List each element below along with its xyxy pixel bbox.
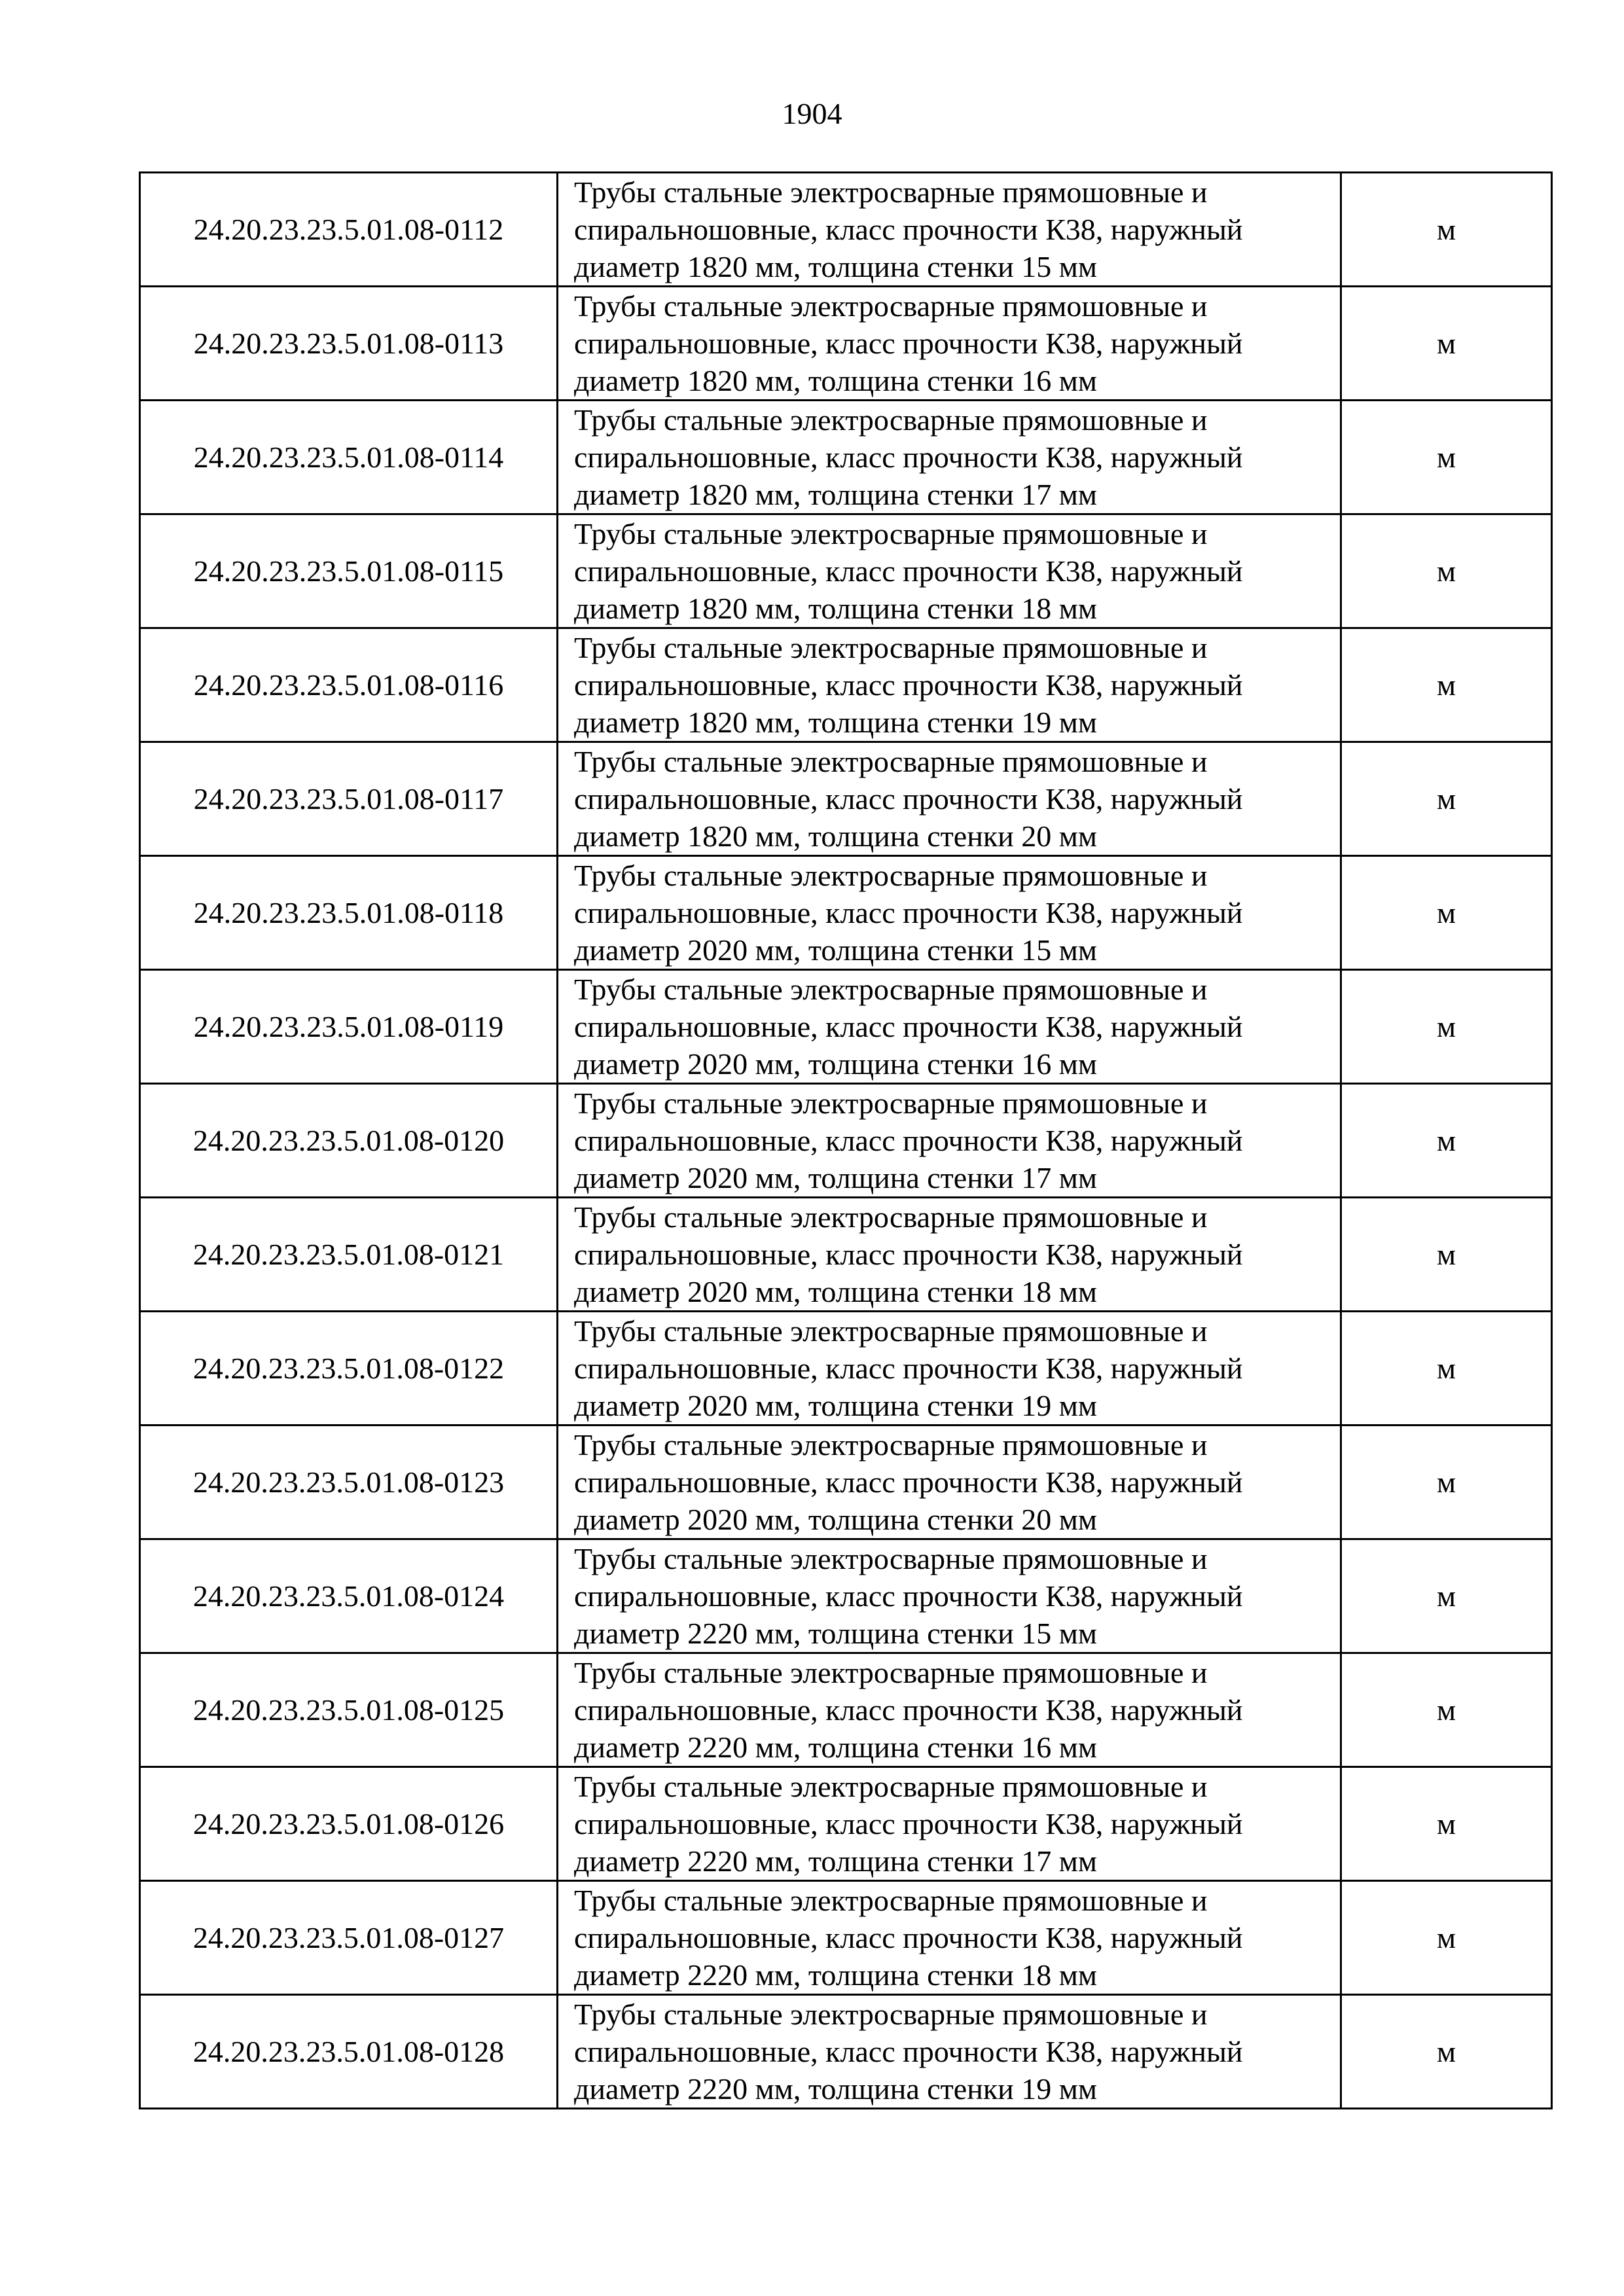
description-cell	[558, 1426, 1341, 1539]
unit-cell: м	[1341, 1539, 1552, 1653]
table-body	[140, 173, 1552, 2109]
code-cell: 24.20.23.23.5.01.08-0128	[140, 1995, 558, 2109]
description-line: диаметр 1820 мм, толщина стенки 20 мм	[574, 819, 1098, 853]
description-line: диаметр 1820 мм, толщина стенки 17 мм	[574, 478, 1098, 511]
table-row	[140, 1084, 1552, 1198]
description-line: спиральношовные, класс прочности К38, наружный	[574, 327, 1243, 360]
description-cell	[558, 1767, 1341, 1881]
description-line: Трубы стальные электросварные прямошовные и	[574, 1542, 1208, 1575]
code-cell: 24.20.23.23.5.01.08-0122	[140, 1312, 558, 1426]
description-line: Трубы стальные электросварные прямошовные и	[574, 1314, 1208, 1348]
description-line: спиральношовные, класс прочности К38, наружный	[574, 554, 1243, 588]
unit-cell: м	[1341, 401, 1552, 514]
description-line: диаметр 2220 мм, толщина стенки 19 мм	[574, 2072, 1098, 2106]
description-line: Трубы стальные электросварные прямошовные и	[574, 175, 1208, 209]
code-cell: 24.20.23.23.5.01.08-0121	[140, 1198, 558, 1312]
description-cell	[558, 514, 1341, 628]
code-cell: 24.20.23.23.5.01.08-0119	[140, 970, 558, 1084]
code-cell: 24.20.23.23.5.01.08-0115	[140, 514, 558, 628]
code-cell: 24.20.23.23.5.01.08-0112	[140, 173, 558, 287]
unit-cell: м	[1341, 970, 1552, 1084]
unit-cell: м	[1341, 287, 1552, 401]
code-cell: 24.20.23.23.5.01.08-0117	[140, 742, 558, 856]
description-line: спиральношовные, класс прочности К38, наружный	[574, 1807, 1243, 1840]
unit-cell: м	[1341, 628, 1552, 742]
description-line: спиральношовные, класс прочности К38, наружный	[574, 1352, 1243, 1385]
unit-cell: м	[1341, 1426, 1552, 1539]
unit-cell: м	[1341, 1312, 1552, 1426]
description-line: Трубы стальные электросварные прямошовные и	[574, 1086, 1208, 1120]
description-line: диаметр 2220 мм, толщина стенки 15 мм	[574, 1617, 1098, 1650]
description-line: спиральношовные, класс прочности К38, наружный	[574, 1010, 1243, 1043]
code-cell: 24.20.23.23.5.01.08-0125	[140, 1653, 558, 1767]
description-line: диаметр 2220 мм, толщина стенки 16 мм	[574, 1731, 1098, 1764]
description-line: спиральношовные, класс прочности К38, наружный	[574, 213, 1243, 246]
description-line: спиральношовные, класс прочности К38, наружный	[574, 782, 1243, 816]
description-line: Трубы стальные электросварные прямошовные и	[574, 859, 1208, 892]
description-cell	[558, 628, 1341, 742]
description-line: диаметр 1820 мм, толщина стенки 18 мм	[574, 592, 1098, 625]
description-cell	[558, 1312, 1341, 1426]
description-line: спиральношовные, класс прочности К38, наружный	[574, 1238, 1243, 1271]
description-cell	[558, 1653, 1341, 1767]
description-line: диаметр 1820 мм, толщина стенки 19 мм	[574, 706, 1098, 739]
unit-cell: м	[1341, 1084, 1552, 1198]
table-row	[140, 970, 1552, 1084]
code-cell: 24.20.23.23.5.01.08-0116	[140, 628, 558, 742]
description-line: спиральношовные, класс прочности К38, наружный	[574, 1579, 1243, 1613]
code-cell: 24.20.23.23.5.01.08-0120	[140, 1084, 558, 1198]
description-line: Трубы стальные электросварные прямошовные и	[574, 517, 1208, 550]
description-line: Трубы стальные электросварные прямошовные и	[574, 1884, 1208, 1917]
description-cell	[558, 742, 1341, 856]
table-row	[140, 1312, 1552, 1426]
table-row	[140, 856, 1552, 970]
description-cell	[558, 1995, 1341, 2109]
description-line: диаметр 2020 мм, толщина стенки 18 мм	[574, 1275, 1098, 1308]
description-line: спиральношовные, класс прочности К38, наружный	[574, 1921, 1243, 1954]
description-line: спиральношовные, класс прочности К38, наружный	[574, 1465, 1243, 1499]
page-number: 1904	[782, 97, 842, 130]
description-cell	[558, 1084, 1341, 1198]
code-cell: 24.20.23.23.5.01.08-0124	[140, 1539, 558, 1653]
code-cell: 24.20.23.23.5.01.08-0114	[140, 401, 558, 514]
table-row	[140, 742, 1552, 856]
table-row	[140, 1881, 1552, 1995]
code-cell: 24.20.23.23.5.01.08-0113	[140, 287, 558, 401]
description-line: Трубы стальные электросварные прямошовные и	[574, 745, 1208, 778]
description-line: спиральношовные, класс прочности К38, наружный	[574, 440, 1243, 474]
table-row	[140, 173, 1552, 287]
unit-cell: м	[1341, 1995, 1552, 2109]
description-cell	[558, 401, 1341, 514]
description-cell	[558, 287, 1341, 401]
description-line: спиральношовные, класс прочности К38, наружный	[574, 1693, 1243, 1727]
table-row	[140, 514, 1552, 628]
description-line: спиральношовные, класс прочности К38, наружный	[574, 1124, 1243, 1157]
description-line: Трубы стальные электросварные прямошовные и	[574, 1656, 1208, 1689]
description-line: Трубы стальные электросварные прямошовные и	[574, 403, 1208, 437]
table-row	[140, 1995, 1552, 2109]
description-line: диаметр 2220 мм, толщина стенки 17 мм	[574, 1844, 1098, 1878]
description-line: Трубы стальные электросварные прямошовные и	[574, 1770, 1208, 1803]
code-cell: 24.20.23.23.5.01.08-0123	[140, 1426, 558, 1539]
table-row	[140, 628, 1552, 742]
unit-cell: м	[1341, 514, 1552, 628]
description-line: спиральношовные, класс прочности К38, наружный	[574, 2035, 1243, 2068]
description-cell	[558, 1881, 1341, 1995]
description-line: Трубы стальные электросварные прямошовные и	[574, 1428, 1208, 1462]
description-line: диаметр 1820 мм, толщина стенки 16 мм	[574, 364, 1098, 397]
description-cell	[558, 970, 1341, 1084]
unit-cell: м	[1341, 1653, 1552, 1767]
description-line: диаметр 2020 мм, толщина стенки 19 мм	[574, 1389, 1098, 1422]
description-line: Трубы стальные электросварные прямошовные и	[574, 973, 1208, 1006]
description-line: Трубы стальные электросварные прямошовные и	[574, 1998, 1208, 2031]
description-line: Трубы стальные электросварные прямошовные и	[574, 1200, 1208, 1234]
table-row	[140, 1767, 1552, 1881]
description-line: диаметр 2220 мм, толщина стенки 18 мм	[574, 1958, 1098, 1992]
unit-cell: м	[1341, 173, 1552, 287]
description-cell	[558, 856, 1341, 970]
description-line: Трубы стальные электросварные прямошовные и	[574, 289, 1208, 323]
table-row	[140, 1653, 1552, 1767]
unit-cell: м	[1341, 1881, 1552, 1995]
code-cell: 24.20.23.23.5.01.08-0126	[140, 1767, 558, 1881]
description-line: спиральношовные, класс прочности К38, наружный	[574, 896, 1243, 929]
unit-cell: м	[1341, 1198, 1552, 1312]
description-cell	[558, 1539, 1341, 1653]
table-row	[140, 1539, 1552, 1653]
table-row	[140, 401, 1552, 514]
unit-cell: м	[1341, 1767, 1552, 1881]
code-cell: 24.20.23.23.5.01.08-0127	[140, 1881, 558, 1995]
description-cell	[558, 1198, 1341, 1312]
materials-table	[139, 171, 1553, 2109]
description-line: диаметр 1820 мм, толщина стенки 15 мм	[574, 250, 1098, 283]
table-row	[140, 287, 1552, 401]
table-row	[140, 1198, 1552, 1312]
description-cell	[558, 173, 1341, 287]
unit-cell: м	[1341, 742, 1552, 856]
description-line: диаметр 2020 мм, толщина стенки 15 мм	[574, 933, 1098, 967]
table-row	[140, 1426, 1552, 1539]
description-line: диаметр 2020 мм, толщина стенки 17 мм	[574, 1161, 1098, 1194]
description-line: диаметр 2020 мм, толщина стенки 16 мм	[574, 1047, 1098, 1081]
description-line: спиральношовные, класс прочности К38, наружный	[574, 668, 1243, 702]
unit-cell: м	[1341, 856, 1552, 970]
code-cell: 24.20.23.23.5.01.08-0118	[140, 856, 558, 970]
description-line: Трубы стальные электросварные прямошовные и	[574, 631, 1208, 664]
description-line: диаметр 2020 мм, толщина стенки 20 мм	[574, 1503, 1098, 1536]
